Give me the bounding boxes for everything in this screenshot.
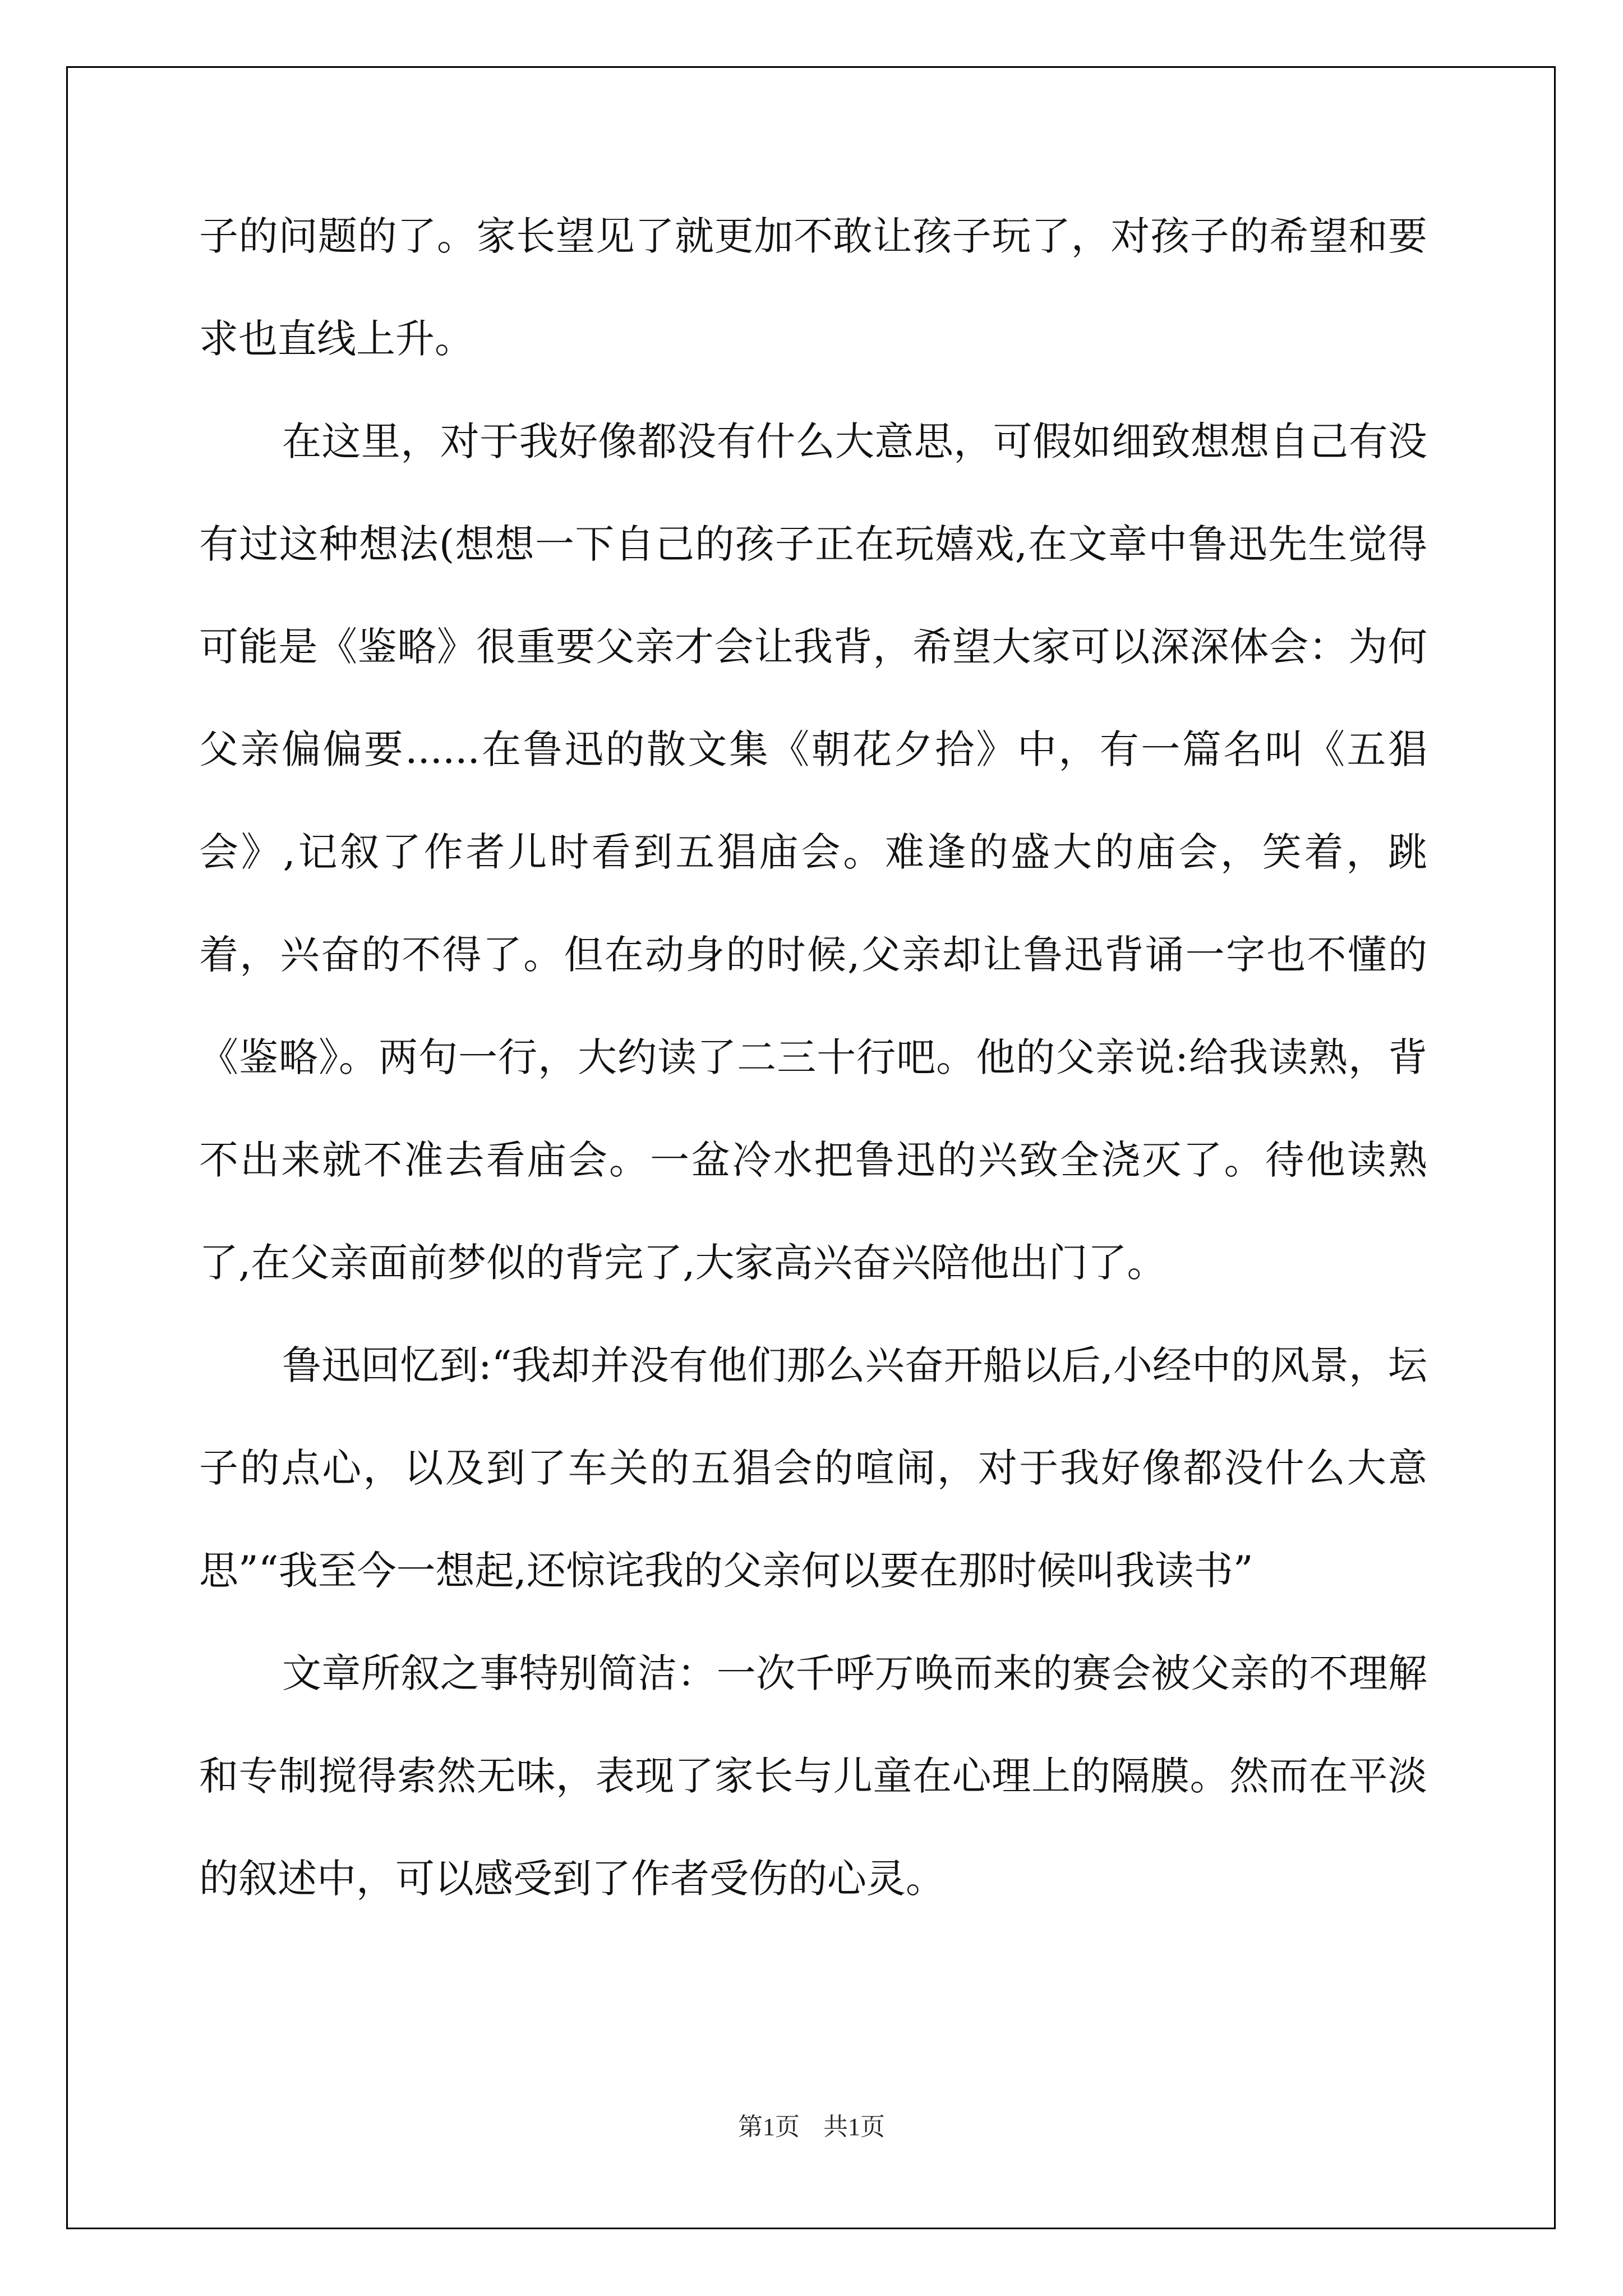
page-number-current: 第1页 bbox=[738, 2113, 800, 2141]
paragraph-3: 鲁迅回忆到:“我却并没有他们那么兴奋开船以后,小经中的风景，坛子的点心，以及到了车关的五猖会的喧闹，对于我好像都没什么大意思”“我至今一想起,还惊诧我的父亲何以要在那时候叫我读书” bbox=[199, 1342, 1427, 1594]
paragraph-1: 子的问题的了。家长望见了就更加不敢让孩子玩了，对孩子的希望和要求也直线上升。 bbox=[199, 213, 1427, 362]
page-footer bbox=[0, 2106, 1623, 2142]
paragraph-2: 在这里，对于我好像都没有什么大意思，可假如细致想想自己有没有过这种想法(想想一下自己的孩子正在玩嬉戏,在文章中鲁迅先生觉得可能是《鉴略》很重要父亲才会让我背，希望大家可以深深体会：为何父亲偏偏要......在鲁迅的散文集《朝花夕拾》中，有一篇名叫《五猖会》,记叙了作者儿时看到五猖庙会。难逢的盛大的庙会，笑着，跳着，兴奋的不得了。但在动身的时候,父亲却让鲁迅背诵一字也不懂的《鉴略》。两句一行，大约读了二三十行吧。他的父亲说:给我读熟，背不出来就不准去看庙会。一盆冷水把鲁迅的兴致全浇灭了。待他读熟了,在父亲面前梦似的背完了,大家高兴奋兴陪他出门了。 bbox=[199, 418, 1427, 1286]
page-number-total: 共1页 bbox=[823, 2113, 885, 2141]
document-body bbox=[199, 185, 1427, 1930]
paragraph-4: 文章所叙之事特别简洁：一次千呼万唤而来的赛会被父亲的不理解和专制搅得索然无味，表现了家长与儿童在心理上的隔膜。然而在平淡的叙述中，可以感受到了作者受伤的心灵。 bbox=[199, 1650, 1427, 1902]
